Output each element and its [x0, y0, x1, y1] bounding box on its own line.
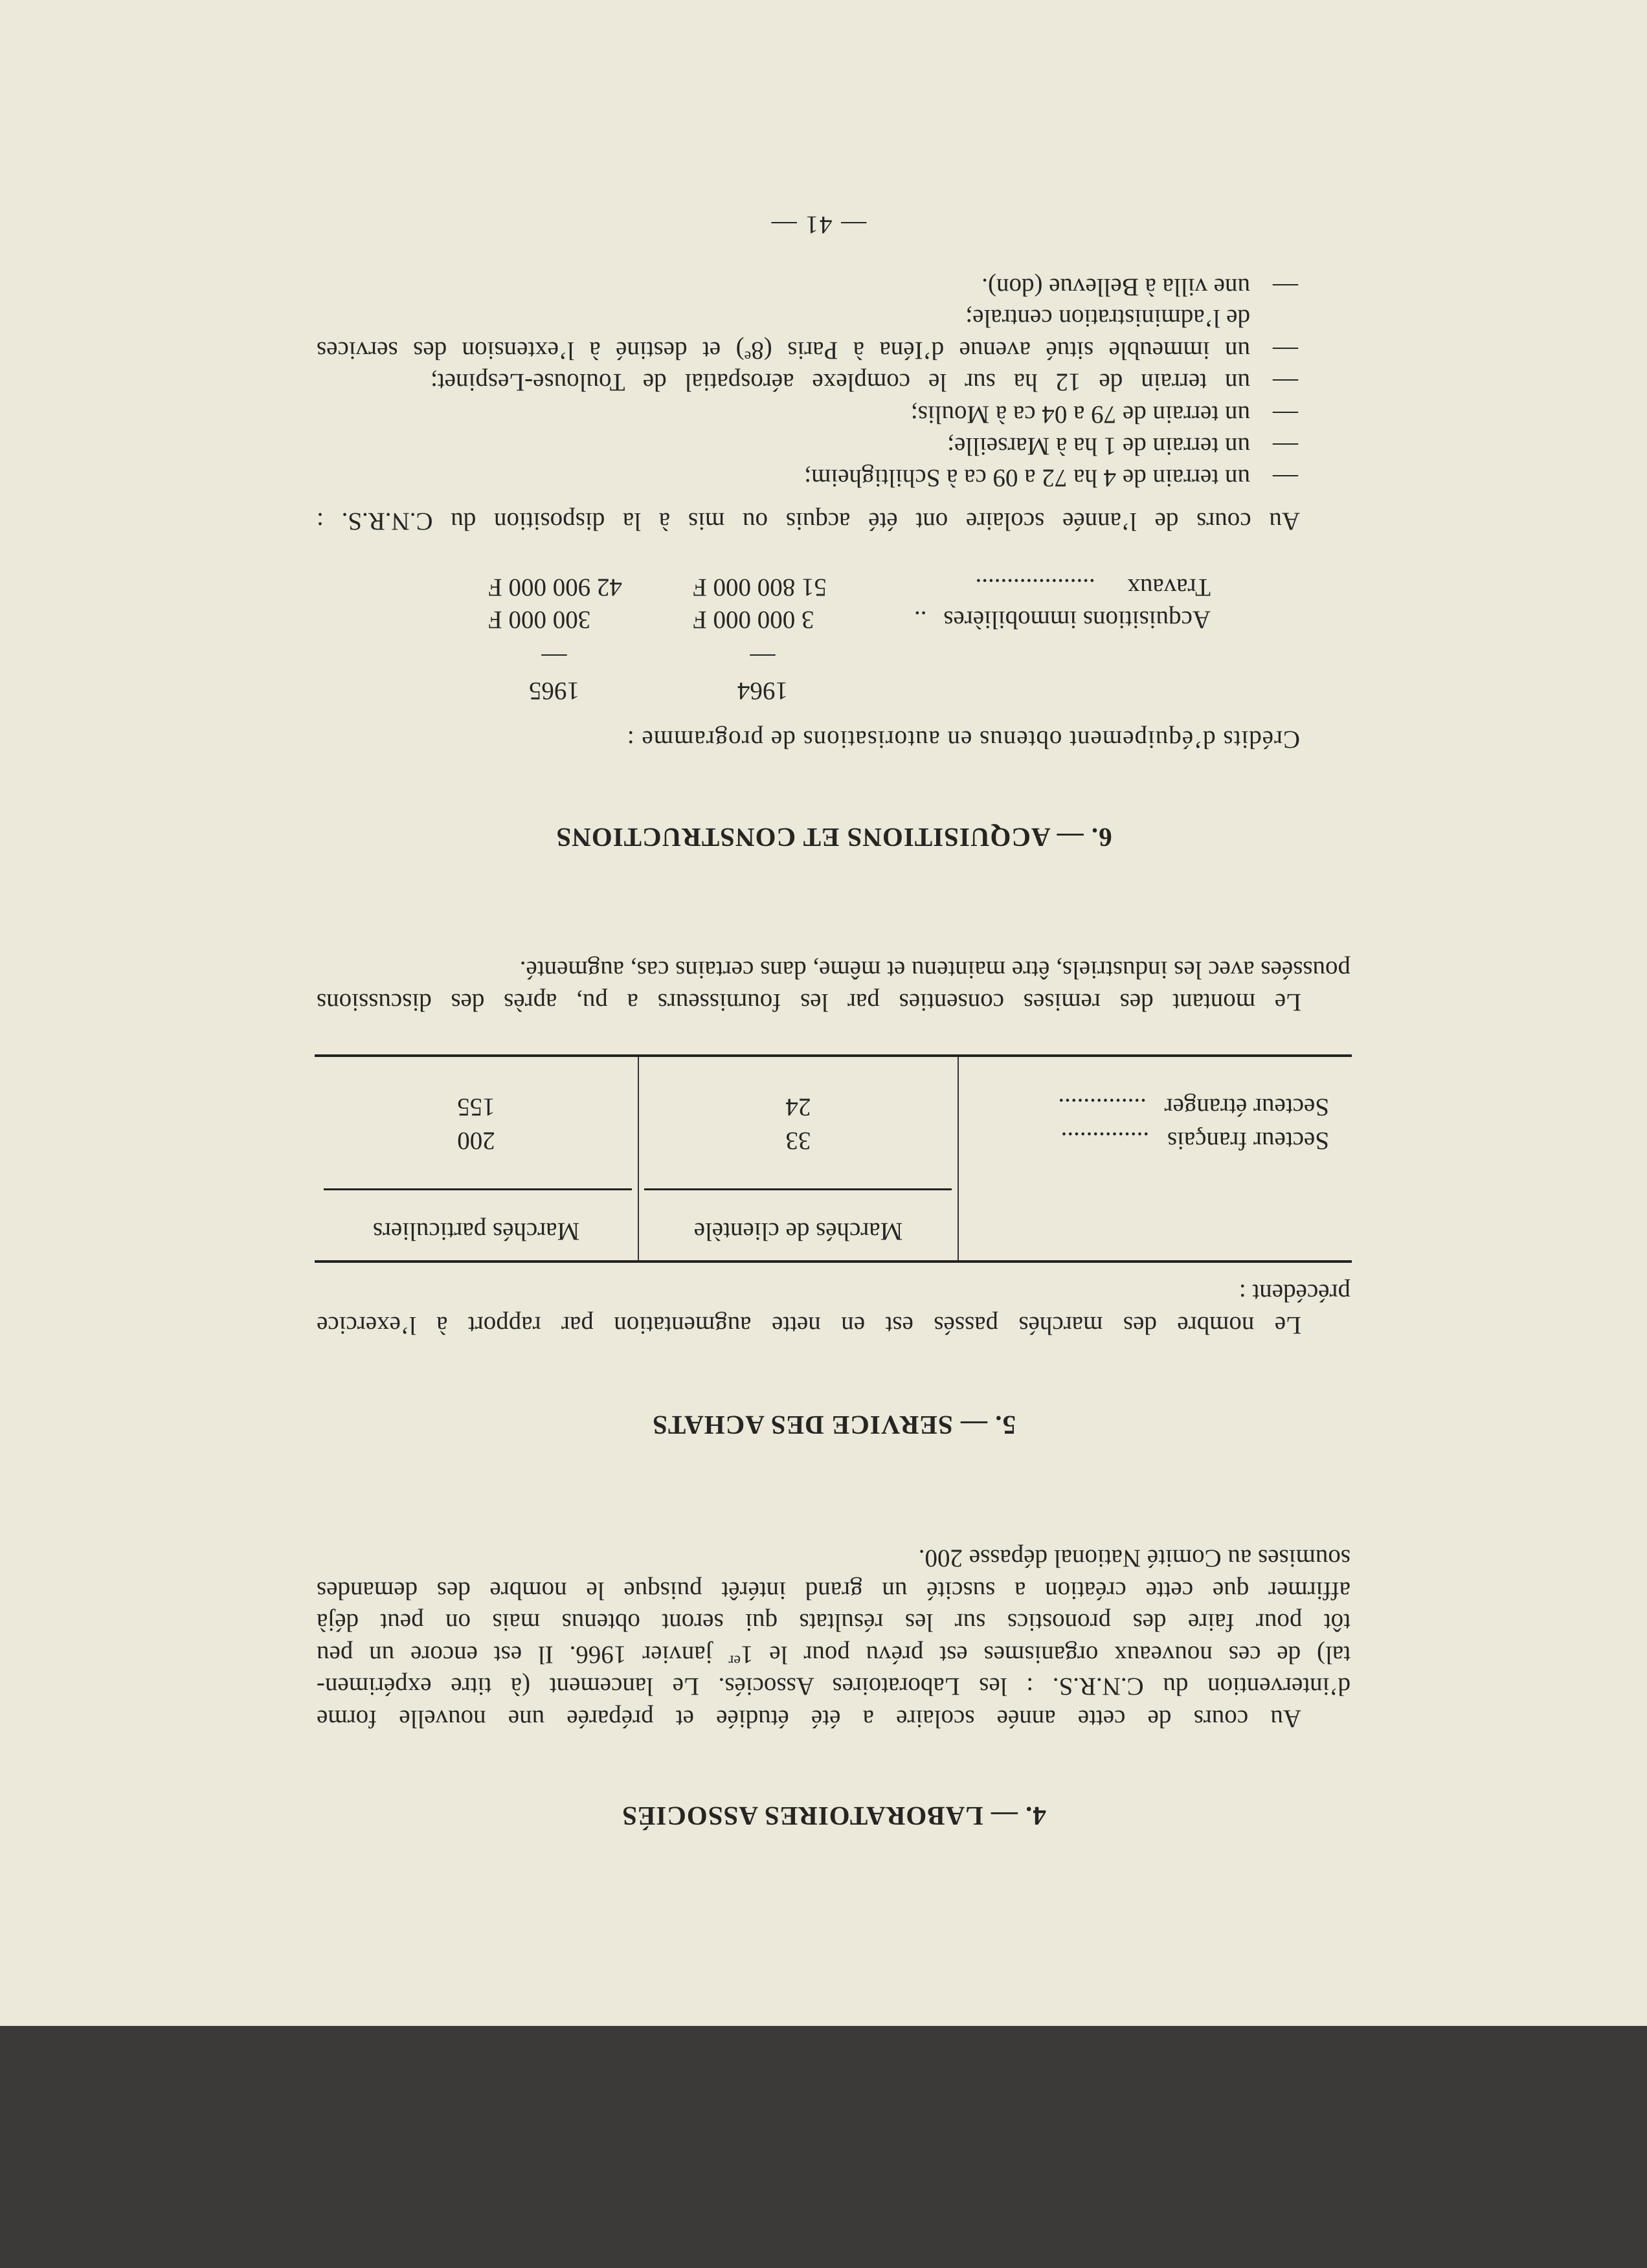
marches-table — [315, 1054, 1352, 1263]
text-fragment: un immeuble situé avenue d’Iéna à Paris (8 — [751, 337, 1250, 364]
superscript: e — [744, 348, 752, 364]
text-line: soumises au Comité National dépasse 200. — [918, 1544, 1350, 1573]
list-item — [715, 461, 1298, 494]
credit-label: Travaux — [1127, 573, 1211, 601]
year-1965: 1965 — [529, 677, 579, 705]
list-item-text-continued: de l’administration centrale; — [965, 304, 1250, 333]
dot-leader: ................... — [975, 573, 1095, 601]
text-line: d’intervention du C.N.R.S. : les Laboratoires Associés. Le lancement (à titre expérimen- — [317, 1673, 1350, 1701]
credit-label-acquisitions — [914, 604, 1211, 636]
dot-leader: .............. — [1060, 1127, 1150, 1155]
list-item-text: un terrain de 79 a 04 ca à Moulis; — [910, 401, 1250, 428]
dash-bullet: — — [1273, 337, 1298, 364]
header-rule — [644, 1188, 952, 1190]
dot-leader: .. — [914, 606, 927, 634]
credits-intro: Crédits d’équipement obtenus en autorisations de programme : — [626, 726, 1300, 753]
credit-travaux-1965: 42 900 000 F — [488, 573, 622, 601]
dot-leader: .............. — [1058, 1093, 1147, 1121]
paragraph-laboratoires-associes — [317, 1542, 1350, 1735]
credit-acquisitions-1964: 3 000 000 F — [693, 606, 814, 634]
row-label: Secteur français — [1167, 1127, 1329, 1155]
cell-etranger-particuliers: 155 — [457, 1093, 495, 1121]
list-item — [431, 366, 1298, 398]
list-item-text: un terrain de 4 ha 72 a 09 ca à Schiltigheim; — [804, 464, 1250, 492]
text-line: Au cours de l’année scolaire ont été acquis ou mis à la disposition du C.N.R.S. : — [317, 507, 1300, 535]
section-heading-service-des-achats: 5. — SERVICE DES ACHATS — [652, 1410, 1016, 1440]
credit-acquisitions-1965: 300 000 F — [488, 606, 591, 634]
cell-etranger-clientele: 24 — [785, 1093, 811, 1121]
year-dash: — — [750, 643, 776, 671]
row-label: Secteur étranger — [1164, 1093, 1329, 1121]
text-fragment: ) et destiné à l’extension des services — [317, 337, 745, 364]
list-item-text — [431, 366, 1250, 398]
dash-bullet: — — [1273, 273, 1298, 301]
cell-francais-particuliers: 200 — [457, 1127, 495, 1155]
column-divider — [958, 1057, 959, 1260]
dash-bullet: — — [1273, 401, 1298, 428]
acquisitions-intro — [317, 505, 1300, 537]
credit-travaux-1964: 51 800 000 F — [693, 573, 827, 601]
header-rule — [324, 1188, 632, 1190]
page-number: — 41 — — [770, 211, 867, 239]
text-fragment: un terrain de 12 ha sur le complexe aérospatial de Toulouse-Lespinet; — [431, 368, 1250, 396]
paragraph-marches-intro — [317, 1277, 1350, 1341]
dash-bullet: — — [1273, 464, 1298, 492]
year-dash: — — [541, 643, 567, 671]
text-line: Au cours de cette année scolaire a été étudiée et préparée une nouvelle forme — [317, 1705, 1301, 1733]
list-item — [317, 398, 1298, 430]
cell-francais-clientele: 33 — [785, 1127, 811, 1155]
text-fragment: janvier 1966. Il est encore un peu — [317, 1640, 729, 1669]
list-item-text — [317, 334, 1250, 366]
text-line: précédent : — [1238, 1279, 1350, 1307]
text-line: Le montant des remises consenties par les fournisseurs a pu, après des discussions — [317, 988, 1301, 1016]
section-heading-laboratoires-associes: 4. — LABORATOIRES ASSOCIÉS — [622, 1801, 1046, 1831]
credit-label: Acquisitions immobilières — [943, 606, 1211, 634]
year-1964: 1964 — [737, 677, 788, 705]
list-item — [317, 271, 1298, 303]
text-line: affirmer que cette création a suscité un grand intérêt puisque le nombre des demandes — [317, 1576, 1350, 1605]
list-item-text: un terrain de 1 ha à Marseille; — [947, 432, 1250, 460]
section-heading-acquisitions-constructions: 6. — ACQUISITIONS ET CONSTRUCTIONS — [555, 823, 1112, 852]
paragraph-remises — [317, 954, 1350, 1018]
list-item — [317, 430, 1298, 462]
credit-label-travaux — [975, 572, 1211, 603]
list-item-text: une villa à Bellevue (don). — [981, 273, 1250, 301]
dash-bullet: — — [1273, 432, 1298, 460]
header-marches-particuliers: Marchés particuliers — [372, 1217, 580, 1245]
row-label-secteur-francais — [1061, 1125, 1329, 1157]
header-marches-clientele: Marchés de clientèle — [693, 1217, 903, 1245]
superscript: er — [728, 1651, 741, 1669]
text-line — [317, 1638, 1350, 1671]
text-line: poussées avec les industriels, être maintenu et même, dans certains cas, augmenté. — [519, 956, 1350, 984]
row-label-secteur-etranger — [1058, 1091, 1329, 1123]
text-line: Le nombre des marchés passés est en nette augmentation par rapport à l’exercice — [317, 1311, 1301, 1339]
text-fragment: tal) de ces nouveaux organismes est prévu pour le 1 — [741, 1640, 1350, 1669]
scanner-background — [0, 2026, 1647, 2268]
text-line: tôt pour faire des pronostics sur les résultats qui seront obtenus mais on peut déjà — [317, 1608, 1350, 1637]
dash-bullet: — — [1273, 368, 1298, 396]
list-item — [317, 302, 1298, 366]
